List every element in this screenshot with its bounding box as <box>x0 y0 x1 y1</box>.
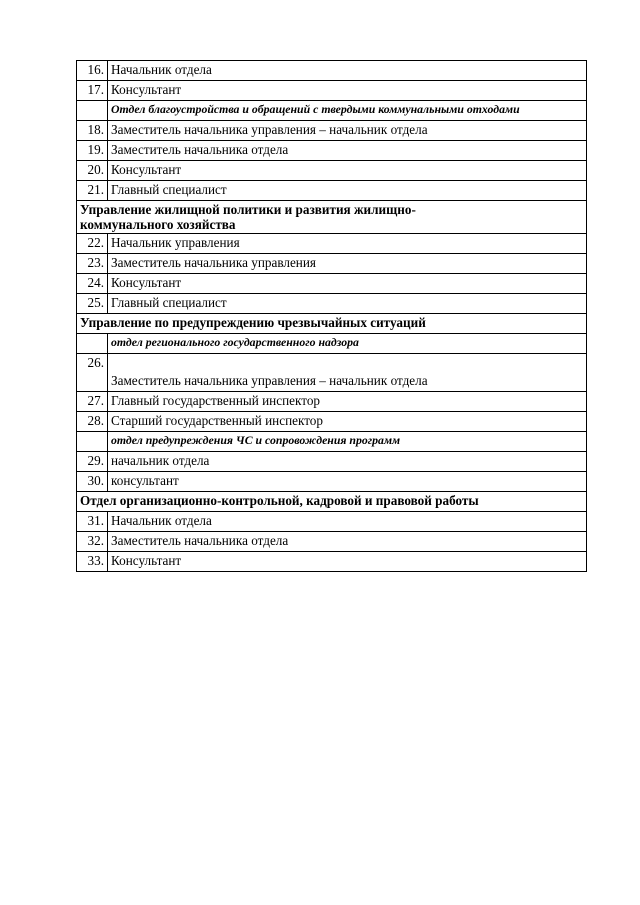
section-header-row <box>77 492 587 512</box>
subdivision-title: отдел предупреждения ЧС и сопровождения программ <box>108 432 587 452</box>
row-number: 24. <box>77 274 108 294</box>
section-title-line: коммунального хозяйства <box>80 217 236 232</box>
section-header-row <box>77 314 587 334</box>
table-row <box>77 512 587 532</box>
table-row <box>77 392 587 412</box>
table-row <box>77 274 587 294</box>
section-title <box>77 314 587 334</box>
subdivision-row <box>77 334 587 354</box>
position-title: Консультант <box>108 552 587 572</box>
row-number: 33. <box>77 552 108 572</box>
empty-number-cell <box>77 101 108 121</box>
row-number: 28. <box>77 412 108 432</box>
table-row <box>77 141 587 161</box>
positions-table-body <box>77 61 587 572</box>
table-row <box>77 121 587 141</box>
row-number: 29. <box>77 452 108 472</box>
table-row <box>77 452 587 472</box>
position-title: Главный специалист <box>108 294 587 314</box>
position-title: Начальник отдела <box>108 61 587 81</box>
subdivision-title: Отдел благоустройства и обращений с твердыми коммунальными отходами <box>108 101 587 121</box>
row-number: 32. <box>77 532 108 552</box>
section-title <box>77 492 587 512</box>
section-header-row <box>77 201 587 234</box>
position-title: Старший государственный инспектор <box>108 412 587 432</box>
row-number: 17. <box>77 81 108 101</box>
position-title: Заместитель начальника отдела <box>108 141 587 161</box>
row-number: 20. <box>77 161 108 181</box>
section-title-line: Отдел организационно-контрольной, кадровой и правовой работы <box>80 493 479 508</box>
row-number: 30. <box>77 472 108 492</box>
position-title: Консультант <box>108 81 587 101</box>
row-number: 27. <box>77 392 108 412</box>
subdivision-row <box>77 432 587 452</box>
position-title: Начальник управления <box>108 234 587 254</box>
row-number: 26. <box>77 354 108 392</box>
row-number: 22. <box>77 234 108 254</box>
position-title: Главный государственный инспектор <box>108 392 587 412</box>
table-row <box>77 234 587 254</box>
positions-table <box>76 60 587 572</box>
row-number: 18. <box>77 121 108 141</box>
table-row <box>77 161 587 181</box>
row-number: 25. <box>77 294 108 314</box>
table-row <box>77 412 587 432</box>
position-title: консультант <box>108 472 587 492</box>
table-row <box>77 294 587 314</box>
subdivision-row <box>77 101 587 121</box>
position-title: начальник отдела <box>108 452 587 472</box>
row-number: 21. <box>77 181 108 201</box>
row-number: 19. <box>77 141 108 161</box>
subdivision-title: отдел регионального государственного надзора <box>108 334 587 354</box>
position-title: Заместитель начальника управления – начальник отдела <box>108 121 587 141</box>
empty-number-cell <box>77 334 108 354</box>
table-row <box>77 354 587 392</box>
position-title: Консультант <box>108 274 587 294</box>
row-number: 23. <box>77 254 108 274</box>
table-row <box>77 254 587 274</box>
section-title-line: Управление жилищной политики и развития жилищно- <box>80 202 416 217</box>
table-row <box>77 552 587 572</box>
table-row <box>77 61 587 81</box>
position-title: Главный специалист <box>108 181 587 201</box>
position-title: Заместитель начальника управления <box>108 254 587 274</box>
table-row <box>77 181 587 201</box>
table-row <box>77 472 587 492</box>
position-title: Заместитель начальника отдела <box>108 532 587 552</box>
table-row <box>77 81 587 101</box>
empty-number-cell <box>77 432 108 452</box>
section-title-line: Управление по предупреждению чрезвычайных ситуаций <box>80 315 426 330</box>
row-number: 16. <box>77 61 108 81</box>
position-title: Заместитель начальника управления – начальник отдела <box>108 354 587 392</box>
position-title: Начальник отдела <box>108 512 587 532</box>
row-number: 31. <box>77 512 108 532</box>
section-title <box>77 201 587 234</box>
position-title: Консультант <box>108 161 587 181</box>
table-row <box>77 532 587 552</box>
